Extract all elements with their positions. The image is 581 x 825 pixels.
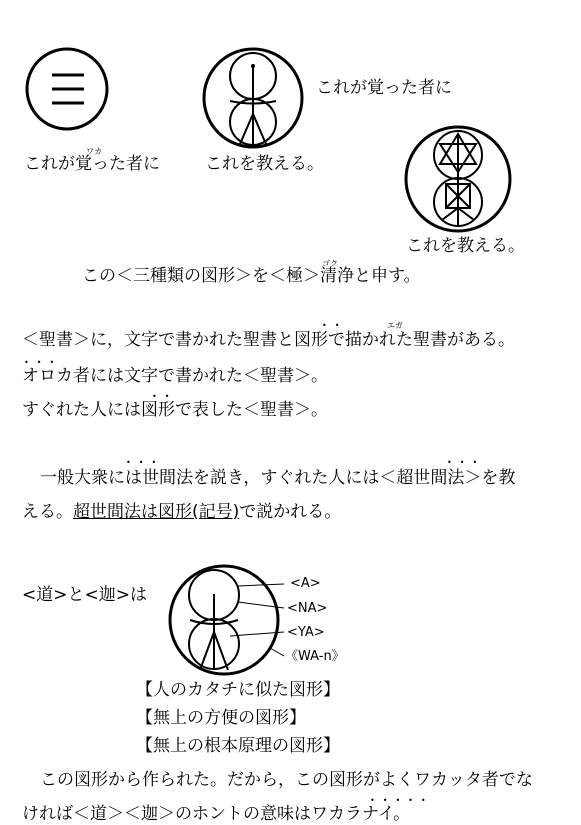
human-shape-circle-figure (200, 44, 310, 154)
para2-line2-rest: で説かれる。 (239, 502, 342, 522)
top-caption-1: これが覚った者に (24, 154, 160, 174)
para2-line2-underlined: 超世間法は図形(記号) (73, 502, 240, 522)
emphasis-dots-sekenho: ••• (126, 458, 165, 467)
caption-supreme-principle: 【無上の根本原理の図形】 (136, 736, 340, 756)
three-bars-circle-figure (22, 44, 112, 134)
para1-line2: オロカ者には文字で書かれた＜聖書＞。 (22, 366, 328, 386)
para3-line2: ければ＜道＞＜迦＞のホントの意味はワカラナイ。 (22, 804, 411, 824)
top-caption-right-1: これが覚った者に (316, 78, 452, 98)
emphasis-dots-wakaranai: ••••• (370, 796, 434, 805)
caption-human-shape: 【人のカタチに似た図形】 (136, 680, 340, 700)
wa-n-labeled-figure (166, 560, 286, 680)
ruby-goku: ゴク (322, 259, 338, 268)
emphasis-dots-sekenho-2: ••• (447, 458, 486, 467)
para2-line1: 一般大衆には世間法を説き，すぐれた人には＜超世間法＞を教 (40, 468, 516, 488)
ruby-waka: ワカ (86, 147, 102, 156)
caption-supreme-means: 【無上の方便の図形】 (136, 708, 306, 728)
top-caption-right-2: これを教える。 (406, 236, 525, 256)
ruby-ega: エガ (387, 321, 403, 330)
para2-line2-plain: える。 (22, 502, 73, 522)
figure-label-wa-n: 《WA-n》 (285, 649, 345, 664)
para1-line1: ＜聖書＞に，文字で書かれた聖書と図形で描かれた聖書がある。 (22, 330, 515, 350)
emphasis-dots-zukei: •• (322, 321, 348, 330)
figure-label-a: <A> (290, 576, 321, 591)
top-caption-2: これを教える。 (205, 154, 324, 174)
para3-line1: この図形から作られた。だから，この図形がよくワカッタ者でな (40, 770, 533, 790)
figure-left-label: <道>と<迦>は (22, 585, 147, 605)
hexagram-circle-figure (402, 122, 522, 237)
emphasis-dots-zukei-2: •• (152, 392, 178, 401)
para1-line3: すぐれた人には図形で表した＜聖書＞。 (22, 400, 328, 420)
summary-line: この＜三種類の図形＞を＜極＞清浄と申す。 (82, 266, 421, 286)
para2-line2 (22, 504, 341, 521)
figure-label-ya: <YA> (287, 625, 325, 640)
emphasis-dots-oroka: ••• (24, 358, 63, 367)
figure-label-na: <NA> (287, 601, 328, 616)
